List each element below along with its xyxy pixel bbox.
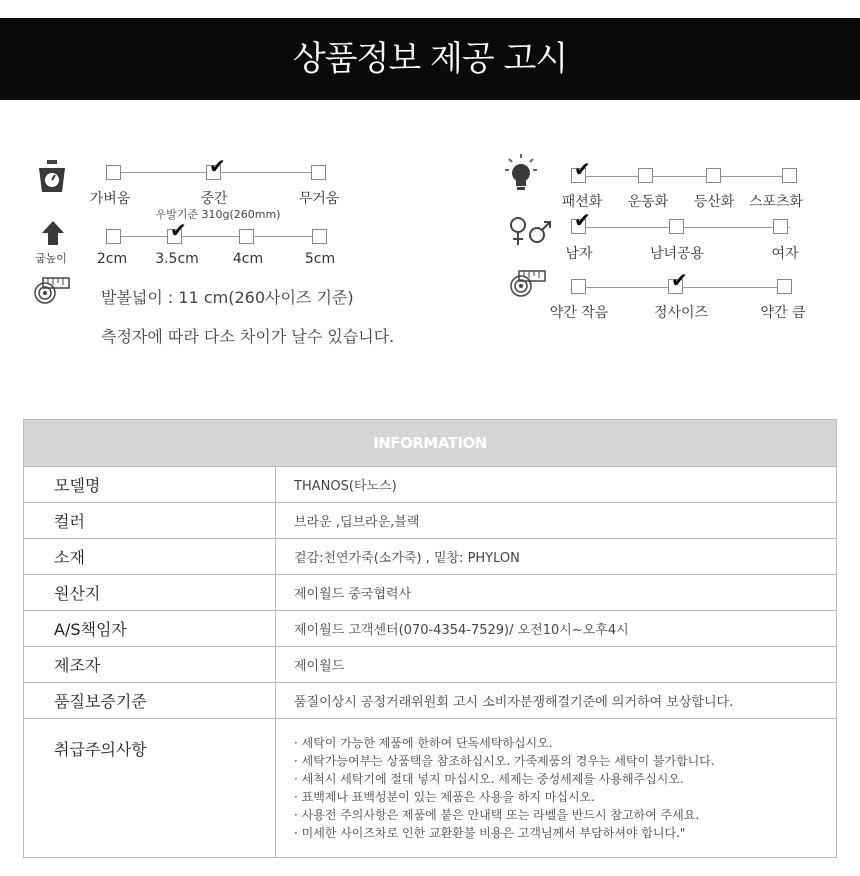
weight-option-light-checkbox[interactable] — [106, 165, 121, 180]
usage-option-hiking-checkbox[interactable] — [706, 168, 721, 183]
list-item: · 사용전 주의사항은 제품에 붙은 안내택 또는 라벨을 반드시 참고하여 주세요. — [294, 808, 700, 822]
usage-option-sports-checkbox[interactable] — [782, 168, 797, 183]
usage-option-sneakers-checkbox[interactable] — [638, 168, 653, 183]
material-value: 겉감:천연가죽(소가죽) , 밑창: PHYLON — [276, 539, 837, 575]
gender-icon — [509, 215, 553, 249]
tape-measure-icon — [510, 270, 546, 298]
heel-option-3_5cm-label: 3.5cm — [155, 251, 199, 267]
material-label: 소재 — [24, 539, 276, 575]
origin-label: 원산지 — [24, 575, 276, 611]
checkmark-icon: ✔ — [671, 268, 688, 292]
fit-option-small-checkbox[interactable] — [571, 279, 586, 294]
color-value: 브라운 ,딥브라운,블랙 — [276, 503, 837, 539]
care-notes-list — [294, 720, 835, 856]
table-row — [24, 719, 837, 858]
table-row — [24, 647, 837, 683]
page-title: 상품정보 제공 고시 — [0, 18, 860, 100]
heel-height-caption: 굽높이 — [35, 252, 67, 265]
product-info-table — [23, 419, 837, 858]
fit-option-true-size-label: 정사이즈 — [653, 305, 709, 321]
heel-option-5cm-checkbox[interactable] — [312, 229, 327, 244]
scale-icon — [36, 160, 68, 194]
weight-option-medium-label: 중간 — [200, 191, 228, 207]
fit-option-small-label: 약간 작음 — [549, 305, 609, 321]
care-instructions-value — [276, 719, 837, 858]
info-table-title: INFORMATION — [24, 420, 837, 467]
list-item: · 표백제나 표백성분이 있는 제품은 사용을 하지 마십시오. — [294, 790, 595, 804]
usage-option-hiking-label: 등산화 — [693, 194, 735, 210]
foot-width-text: 발볼넓이 : 11 cm(260사이즈 기준) — [101, 288, 354, 307]
model-name-value: THANOS(타노스) — [276, 467, 837, 503]
table-row — [24, 611, 837, 647]
manufacturer-value: 제이월드 — [276, 647, 837, 683]
gender-scale-line — [578, 227, 790, 228]
gender-option-female-checkbox[interactable] — [773, 219, 788, 234]
manufacturer-label: 제조자 — [24, 647, 276, 683]
list-item: · 세척시 세탁기에 절대 넣지 마십시오. 세제는 중성세제를 사용해주십시오. — [294, 772, 684, 786]
weight-option-heavy-checkbox[interactable] — [311, 165, 326, 180]
gender-option-unisex-checkbox[interactable] — [669, 219, 684, 234]
usage-option-sports-label: 스포츠화 — [748, 194, 804, 210]
quality-guarantee-label: 품질보증기준 — [24, 683, 276, 719]
gender-option-female-label: 여자 — [771, 246, 799, 262]
usage-scale-line — [578, 176, 790, 177]
list-item: · 세탁가능여부는 상품택을 참조하십시오. 가죽제품의 경우는 세탁이 불가합니다. — [294, 754, 715, 768]
measurement-disclaimer: 측정자에 따라 다소 차이가 날수 있습니다. — [101, 327, 395, 346]
weight-option-light-label: 가벼움 — [89, 191, 131, 207]
weight-option-heavy-label: 무거움 — [298, 191, 340, 207]
list-item: · 미세한 사이즈차로 인한 교환환불 비용은 고객님께서 부담하셔야 합니다." — [294, 826, 686, 840]
care-instructions-label: 취급주의사항 — [24, 719, 276, 858]
heel-option-2cm-label: 2cm — [96, 251, 128, 267]
origin-value: 제이월드 중국협력사 — [276, 575, 837, 611]
heel-scale-line — [113, 236, 319, 237]
table-row — [24, 683, 837, 719]
heel-option-4cm-label: 4cm — [232, 251, 264, 267]
table-row — [24, 539, 837, 575]
heel-option-4cm-checkbox[interactable] — [239, 229, 254, 244]
checkmark-icon: ✔ — [574, 208, 591, 232]
checkmark-icon: ✔ — [574, 157, 591, 181]
arrow-up-icon — [40, 221, 66, 245]
as-contact-label: A/S책임자 — [24, 611, 276, 647]
quality-guarantee-value: 품질이상시 공정거래위원회 고시 소비자분쟁해결기준에 의거하여 보상합니다. — [276, 683, 837, 719]
list-item: · 세탁이 가능한 제품에 한하여 단독세탁하십시오. — [294, 736, 553, 750]
model-name-label: 모델명 — [24, 467, 276, 503]
lightbulb-icon — [504, 154, 538, 194]
as-contact-value: 제이월드 고객센터(070-4354-7529)/ 오전10시~오후4시 — [276, 611, 837, 647]
checkmark-icon: ✔ — [209, 154, 226, 178]
usage-option-sneakers-label: 운동화 — [627, 194, 669, 210]
gender-option-unisex-label: 남녀공용 — [649, 246, 705, 262]
table-row — [24, 467, 837, 503]
heel-option-5cm-label: 5cm — [304, 251, 336, 267]
table-row — [24, 575, 837, 611]
fit-option-large-checkbox[interactable] — [777, 279, 792, 294]
weight-note: 우발기준 310g(260mm) — [155, 208, 281, 221]
color-label: 컬러 — [24, 503, 276, 539]
checkmark-icon: ✔ — [170, 218, 187, 242]
tape-measure-icon — [34, 277, 70, 305]
table-row — [24, 503, 837, 539]
gender-option-male-label: 남자 — [565, 246, 593, 262]
fit-option-large-label: 약간 큼 — [760, 305, 806, 321]
heel-option-2cm-checkbox[interactable] — [106, 229, 121, 244]
usage-option-fashion-label: 패션화 — [561, 194, 603, 210]
